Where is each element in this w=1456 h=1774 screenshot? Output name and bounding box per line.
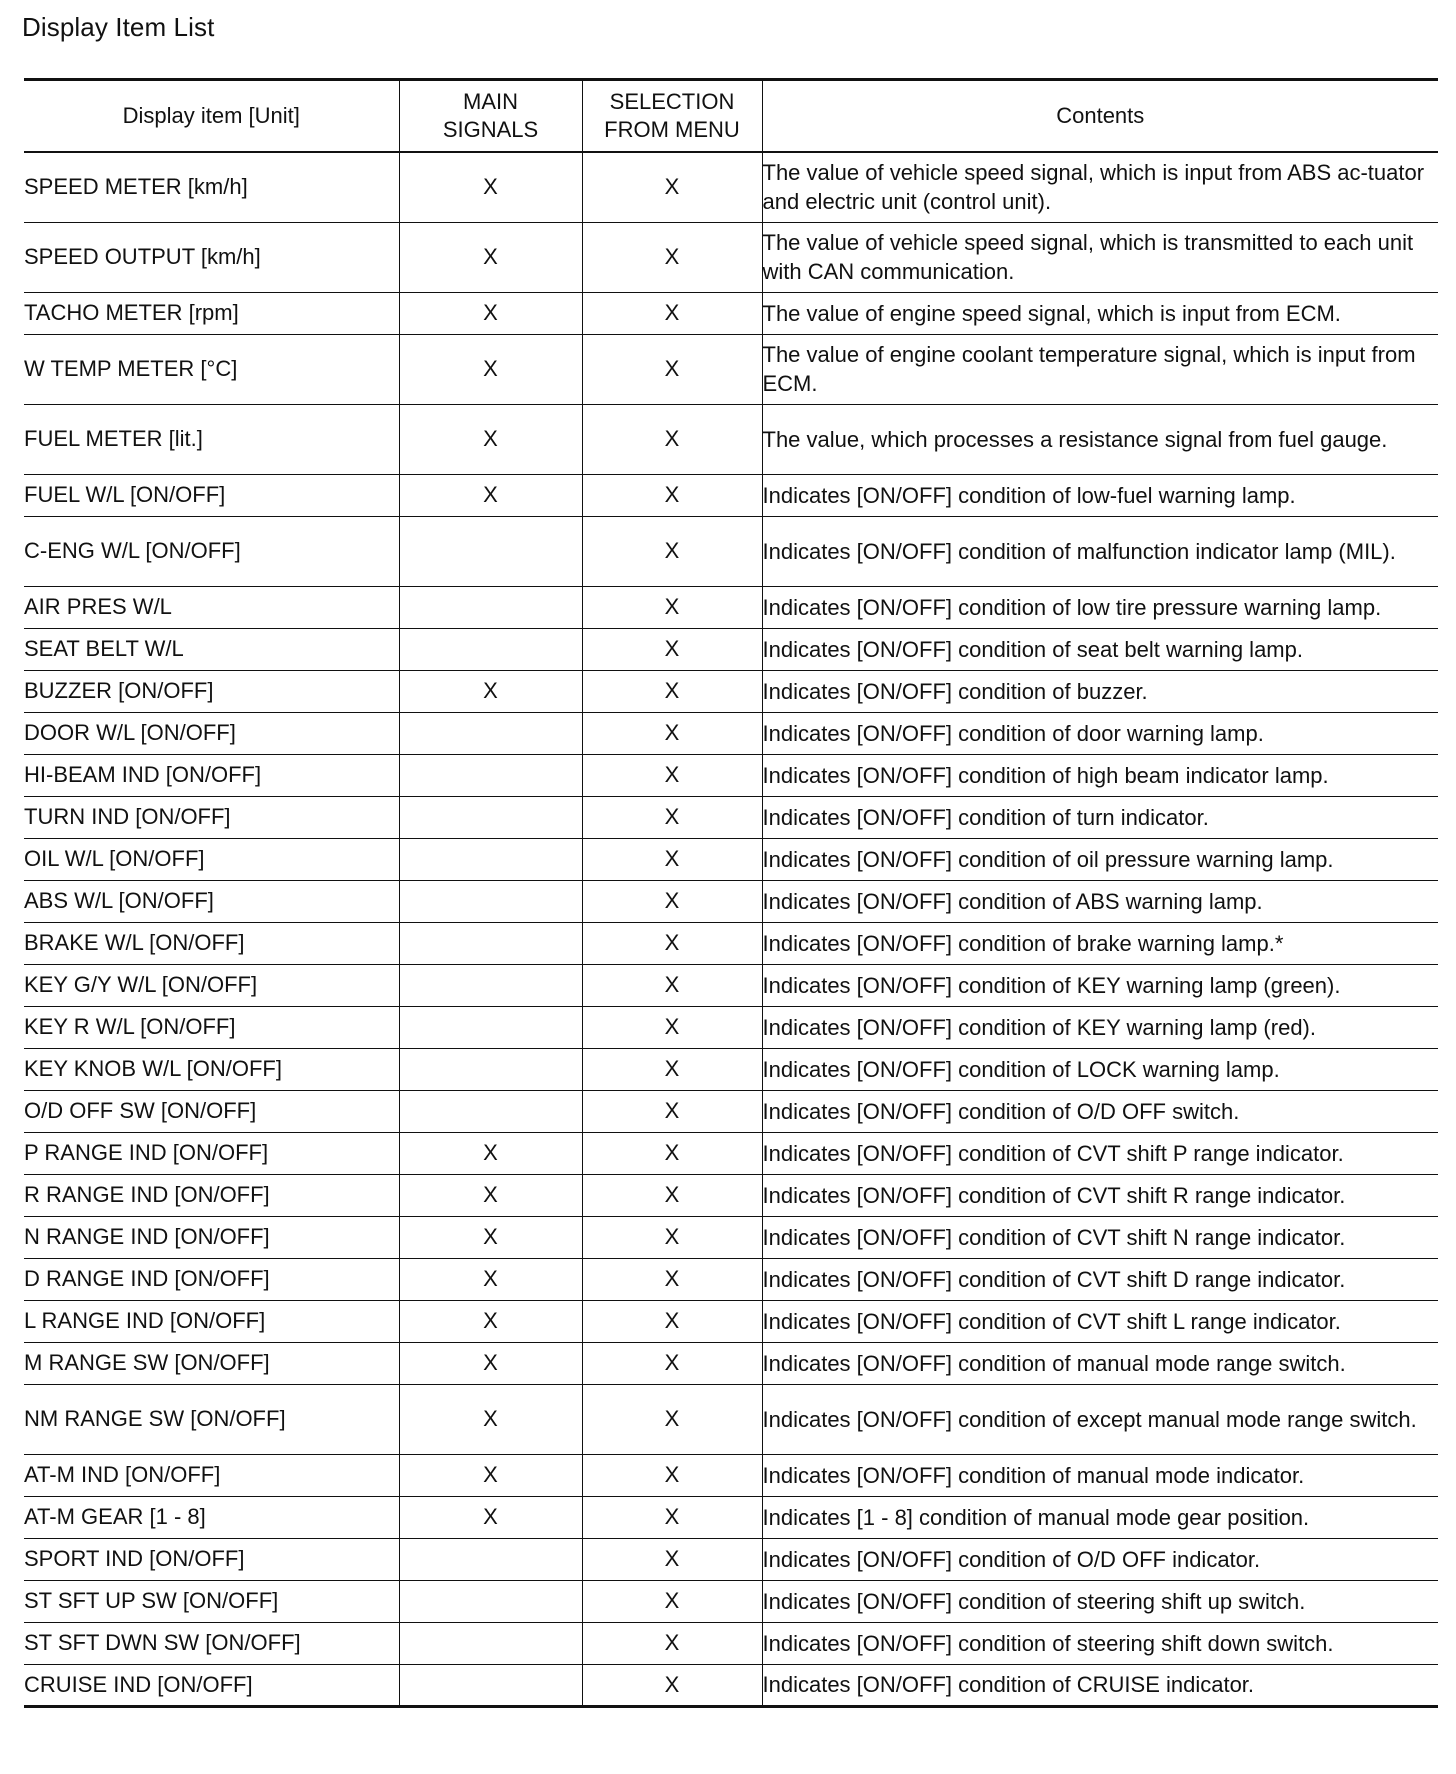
display-item-cell: R RANGE IND [ON/OFF] [24, 1174, 399, 1216]
display-item-cell: M RANGE SW [ON/OFF] [24, 1342, 399, 1384]
display-item-cell: KEY G/Y W/L [ON/OFF] [24, 964, 399, 1006]
display-item-cell: AIR PRES W/L [24, 586, 399, 628]
selection-from-menu-cell: X [582, 404, 762, 474]
contents-cell: Indicates [ON/OFF] condition of oil pressure warning lamp. [762, 838, 1438, 880]
header-contents: Contents [762, 80, 1438, 153]
table-row [24, 838, 1438, 880]
selection-from-menu-cell: X [582, 796, 762, 838]
table-row [24, 670, 1438, 712]
table-row [24, 712, 1438, 754]
display-item-cell: AT-M IND [ON/OFF] [24, 1454, 399, 1496]
display-item-cell: SEAT BELT W/L [24, 628, 399, 670]
main-signals-cell: X [399, 1216, 582, 1258]
table-row [24, 152, 1438, 222]
table-row [24, 754, 1438, 796]
main-signals-cell [399, 586, 582, 628]
table-row [24, 1258, 1438, 1300]
main-signals-cell [399, 922, 582, 964]
table-row [24, 292, 1438, 334]
main-signals-cell: X [399, 1132, 582, 1174]
table-row [24, 1300, 1438, 1342]
table-row [24, 516, 1438, 586]
table-row [24, 1496, 1438, 1538]
selection-from-menu-cell: X [582, 628, 762, 670]
contents-cell: Indicates [ON/OFF] condition of except manual mode range switch. [762, 1384, 1438, 1454]
table-row [24, 1216, 1438, 1258]
table-row [24, 1384, 1438, 1454]
main-signals-cell: X [399, 292, 582, 334]
selection-from-menu-cell: X [582, 880, 762, 922]
contents-cell: The value, which processes a resistance signal from fuel gauge. [762, 404, 1438, 474]
selection-from-menu-cell: X [582, 964, 762, 1006]
contents-cell: Indicates [ON/OFF] condition of CVT shift D range indicator. [762, 1258, 1438, 1300]
table-row [24, 1174, 1438, 1216]
selection-from-menu-cell: X [582, 1384, 762, 1454]
table-row [24, 796, 1438, 838]
display-item-cell: SPEED OUTPUT [km/h] [24, 222, 399, 292]
contents-cell: Indicates [ON/OFF] condition of CVT shift L range indicator. [762, 1300, 1438, 1342]
table-row [24, 964, 1438, 1006]
selection-from-menu-cell: X [582, 1048, 762, 1090]
display-item-cell: C-ENG W/L [ON/OFF] [24, 516, 399, 586]
contents-cell: Indicates [ON/OFF] condition of CRUISE indicator. [762, 1664, 1438, 1706]
table-row [24, 334, 1438, 404]
display-item-cell: TURN IND [ON/OFF] [24, 796, 399, 838]
table-row [24, 1538, 1438, 1580]
selection-from-menu-cell: X [582, 1090, 762, 1132]
table-row [24, 1342, 1438, 1384]
main-signals-cell [399, 1006, 582, 1048]
contents-cell: Indicates [ON/OFF] condition of CVT shift N range indicator. [762, 1216, 1438, 1258]
display-item-cell: D RANGE IND [ON/OFF] [24, 1258, 399, 1300]
contents-cell: Indicates [ON/OFF] condition of malfunction indicator lamp (MIL). [762, 516, 1438, 586]
main-signals-cell [399, 516, 582, 586]
selection-from-menu-cell: X [582, 712, 762, 754]
main-signals-cell [399, 628, 582, 670]
table-row [24, 1090, 1438, 1132]
main-signals-cell: X [399, 670, 582, 712]
selection-from-menu-cell: X [582, 586, 762, 628]
header-row [24, 80, 1438, 153]
selection-from-menu-cell: X [582, 334, 762, 404]
display-item-cell: ABS W/L [ON/OFF] [24, 880, 399, 922]
selection-from-menu-cell: X [582, 922, 762, 964]
contents-cell: Indicates [ON/OFF] condition of door warning lamp. [762, 712, 1438, 754]
main-signals-cell [399, 796, 582, 838]
selection-from-menu-cell: X [582, 516, 762, 586]
display-item-cell: CRUISE IND [ON/OFF] [24, 1664, 399, 1706]
main-signals-cell [399, 1538, 582, 1580]
main-signals-cell: X [399, 334, 582, 404]
contents-cell: Indicates [ON/OFF] condition of ABS warning lamp. [762, 880, 1438, 922]
selection-from-menu-cell: X [582, 1454, 762, 1496]
page-title: Display Item List [22, 12, 215, 42]
selection-from-menu-cell: X [582, 1258, 762, 1300]
contents-cell: Indicates [ON/OFF] condition of O/D OFF indicator. [762, 1538, 1438, 1580]
selection-from-menu-cell: X [582, 152, 762, 222]
contents-cell: Indicates [ON/OFF] condition of LOCK warning lamp. [762, 1048, 1438, 1090]
selection-from-menu-cell: X [582, 1006, 762, 1048]
main-signals-cell: X [399, 474, 582, 516]
table-row [24, 404, 1438, 474]
main-signals-cell [399, 880, 582, 922]
header-selection-from-menu [582, 80, 762, 153]
selection-from-menu-cell: X [582, 1132, 762, 1174]
header-selection-line1: SELECTION [609, 89, 735, 114]
display-item-cell: BRAKE W/L [ON/OFF] [24, 922, 399, 964]
table-header [24, 80, 1438, 153]
header-main-signals [399, 80, 582, 153]
display-item-cell: SPORT IND [ON/OFF] [24, 1538, 399, 1580]
table-row [24, 1454, 1438, 1496]
contents-cell: The value of engine speed signal, which is input from ECM. [762, 292, 1438, 334]
main-signals-cell [399, 1090, 582, 1132]
contents-cell: Indicates [ON/OFF] condition of steering shift down switch. [762, 1622, 1438, 1664]
main-signals-cell: X [399, 404, 582, 474]
table-row [24, 474, 1438, 516]
display-item-cell: AT-M GEAR [1 - 8] [24, 1496, 399, 1538]
display-item-cell: FUEL W/L [ON/OFF] [24, 474, 399, 516]
table-row [24, 1132, 1438, 1174]
display-item-cell: KEY R W/L [ON/OFF] [24, 1006, 399, 1048]
selection-from-menu-cell: X [582, 838, 762, 880]
main-signals-cell: X [399, 1342, 582, 1384]
selection-from-menu-cell: X [582, 474, 762, 516]
table-row [24, 1580, 1438, 1622]
main-signals-cell: X [399, 1300, 582, 1342]
main-signals-cell: X [399, 1496, 582, 1538]
contents-cell: Indicates [ON/OFF] condition of high beam indicator lamp. [762, 754, 1438, 796]
contents-cell: The value of engine coolant temperature signal, which is input from ECM. [762, 334, 1438, 404]
contents-cell: The value of vehicle speed signal, which is transmitted to each unit with CAN communication. [762, 222, 1438, 292]
display-item-cell: ST SFT DWN SW [ON/OFF] [24, 1622, 399, 1664]
main-signals-cell: X [399, 1174, 582, 1216]
table-row [24, 1006, 1438, 1048]
main-signals-cell [399, 1048, 582, 1090]
contents-cell: The value of vehicle speed signal, which is input from ABS ac-tuator and electric unit (control unit). [762, 152, 1438, 222]
table-row [24, 222, 1438, 292]
contents-cell: Indicates [ON/OFF] condition of low-fuel warning lamp. [762, 474, 1438, 516]
header-selection-line2: FROM MENU [604, 117, 740, 142]
header-main-signals-line2: SIGNALS [442, 117, 539, 142]
selection-from-menu-cell: X [582, 292, 762, 334]
selection-from-menu-cell: X [582, 1174, 762, 1216]
display-item-cell: HI-BEAM IND [ON/OFF] [24, 754, 399, 796]
selection-from-menu-cell: X [582, 1216, 762, 1258]
main-signals-cell [399, 964, 582, 1006]
display-item-cell: ST SFT UP SW [ON/OFF] [24, 1580, 399, 1622]
main-signals-cell [399, 838, 582, 880]
table-row [24, 922, 1438, 964]
display-item-cell: KEY KNOB W/L [ON/OFF] [24, 1048, 399, 1090]
contents-cell: Indicates [ON/OFF] condition of low tire pressure warning lamp. [762, 586, 1438, 628]
selection-from-menu-cell: X [582, 1580, 762, 1622]
selection-from-menu-cell: X [582, 1664, 762, 1706]
selection-from-menu-cell: X [582, 1342, 762, 1384]
main-signals-cell: X [399, 222, 582, 292]
contents-cell: Indicates [ON/OFF] condition of steering shift up switch. [762, 1580, 1438, 1622]
selection-from-menu-cell: X [582, 222, 762, 292]
display-item-cell: W TEMP METER [°C] [24, 334, 399, 404]
contents-cell: Indicates [ON/OFF] condition of brake warning lamp.* [762, 922, 1438, 964]
display-item-cell: BUZZER [ON/OFF] [24, 670, 399, 712]
contents-cell: Indicates [ON/OFF] condition of manual mode range switch. [762, 1342, 1438, 1384]
display-item-cell: L RANGE IND [ON/OFF] [24, 1300, 399, 1342]
contents-cell: Indicates [ON/OFF] condition of KEY warning lamp (red). [762, 1006, 1438, 1048]
main-signals-cell [399, 1664, 582, 1706]
contents-cell: Indicates [ON/OFF] condition of seat belt warning lamp. [762, 628, 1438, 670]
table-row [24, 1048, 1438, 1090]
main-signals-cell: X [399, 152, 582, 222]
display-item-cell: NM RANGE SW [ON/OFF] [24, 1384, 399, 1454]
table-row [24, 1622, 1438, 1664]
main-signals-cell [399, 754, 582, 796]
selection-from-menu-cell: X [582, 1622, 762, 1664]
selection-from-menu-cell: X [582, 1538, 762, 1580]
table-row [24, 628, 1438, 670]
display-item-cell: N RANGE IND [ON/OFF] [24, 1216, 399, 1258]
main-signals-cell [399, 1622, 582, 1664]
display-item-cell: FUEL METER [lit.] [24, 404, 399, 474]
display-item-cell: O/D OFF SW [ON/OFF] [24, 1090, 399, 1132]
contents-cell: Indicates [ON/OFF] condition of KEY warning lamp (green). [762, 964, 1438, 1006]
display-item-table [24, 78, 1438, 1708]
main-signals-cell: X [399, 1258, 582, 1300]
contents-cell: Indicates [ON/OFF] condition of buzzer. [762, 670, 1438, 712]
selection-from-menu-cell: X [582, 754, 762, 796]
main-signals-cell [399, 712, 582, 754]
main-signals-cell: X [399, 1454, 582, 1496]
contents-cell: Indicates [1 - 8] condition of manual mode gear position. [762, 1496, 1438, 1538]
display-item-cell: P RANGE IND [ON/OFF] [24, 1132, 399, 1174]
table-row [24, 1664, 1438, 1706]
contents-cell: Indicates [ON/OFF] condition of CVT shift P range indicator. [762, 1132, 1438, 1174]
selection-from-menu-cell: X [582, 670, 762, 712]
display-item-cell: OIL W/L [ON/OFF] [24, 838, 399, 880]
table-row [24, 880, 1438, 922]
header-main-signals-line1: MAIN [463, 89, 518, 114]
header-display-item: Display item [Unit] [24, 80, 399, 153]
main-signals-cell: X [399, 1384, 582, 1454]
selection-from-menu-cell: X [582, 1300, 762, 1342]
contents-cell: Indicates [ON/OFF] condition of manual mode indicator. [762, 1454, 1438, 1496]
display-item-cell: SPEED METER [km/h] [24, 152, 399, 222]
selection-from-menu-cell: X [582, 1496, 762, 1538]
table-row [24, 586, 1438, 628]
contents-cell: Indicates [ON/OFF] condition of O/D OFF switch. [762, 1090, 1438, 1132]
contents-cell: Indicates [ON/OFF] condition of CVT shift R range indicator. [762, 1174, 1438, 1216]
display-item-cell: TACHO METER [rpm] [24, 292, 399, 334]
table-body [24, 152, 1438, 1706]
display-item-cell: DOOR W/L [ON/OFF] [24, 712, 399, 754]
contents-cell: Indicates [ON/OFF] condition of turn indicator. [762, 796, 1438, 838]
main-signals-cell [399, 1580, 582, 1622]
